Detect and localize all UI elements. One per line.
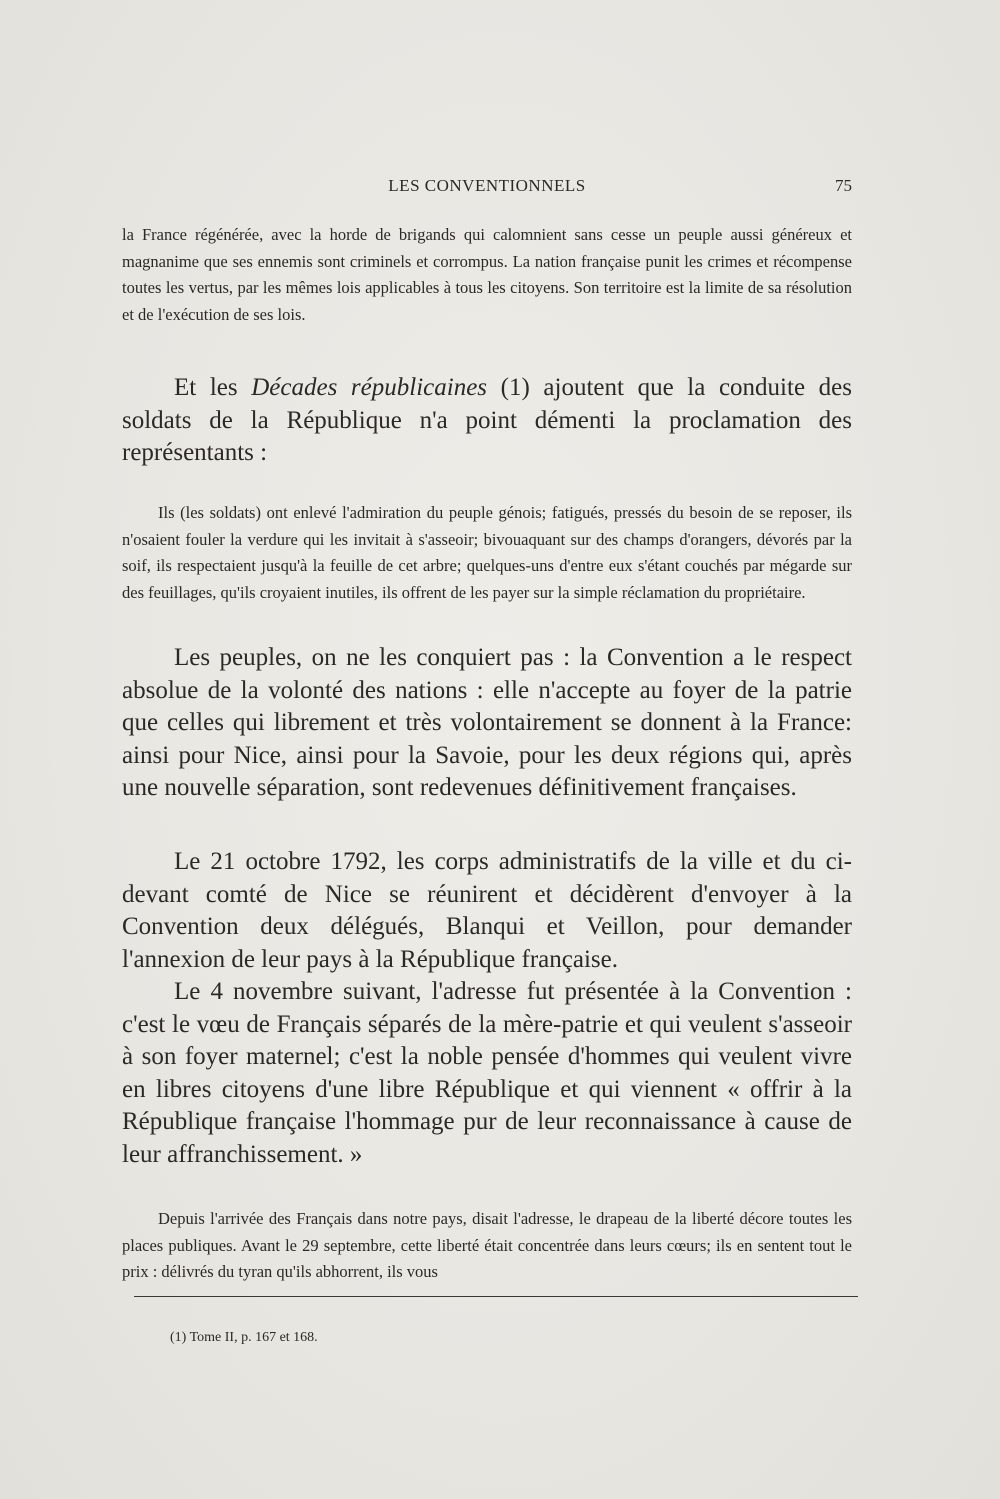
- quote-block-3: [122, 1206, 852, 1286]
- quote-block-1: [122, 222, 852, 328]
- footnote: (1) Tome II, p. 167 et 168.: [170, 1330, 318, 1345]
- page-header: [122, 176, 852, 200]
- paragraph-3-text: Le 21 octobre 1792, les corps administratifs de la ville et du ci-devant comté de Nice se réunirent et décidèrent d'envoyer à la Convention deux délégués, Blanqui et Veillon, pour demander l'annexion de leur pays à la République française.: [122, 848, 852, 973]
- paragraph-1-lead: Et les: [174, 374, 252, 401]
- paragraph-1-rest: (1) ajoutent que la conduite des soldats de la République n'a point démenti la proclamation des représentants :: [122, 374, 852, 466]
- quote-block-2: [122, 500, 852, 606]
- quote-text-1: la France régénérée, avec la horde de brigands qui calomnient sans cesse un peuple aussi généreux et magnanime que ses ennemis sont criminels et corrompus. La nation française punit les crimes et récompense toutes les vertus, par les mêmes lois applicables à tous les citoyens. Son territoire est la limite de sa résolution et de l'exécution de ses lois.: [122, 225, 852, 324]
- paragraph-2: [122, 642, 852, 805]
- running-title: LES CONVENTIONNELS: [388, 176, 586, 195]
- quote-text-3: Depuis l'arrivée des Français dans notre pays, disait l'adresse, le drapeau de la liberté décore toutes les places publiques. Avant le 29 septembre, cette liberté était concentrée dans leurs cœurs; ils en sentent tout le prix : délivrés du tyran qu'ils abhorrent, ils vous: [122, 1209, 852, 1281]
- paragraph-2-text: Les peuples, on ne les conquiert pas : la Convention a le respect absolue de la volonté des nations : elle n'accepte au foyer de la patrie que celles qui librement et très volontairement se donnent à la France: ainsi pour Nice, ainsi pour la Savoie, pour les deux régions qui, après une nouvelle séparation, sont redevenues définitivement françaises.: [122, 644, 852, 801]
- paragraph-4: [122, 976, 852, 1171]
- page-number: 75: [835, 176, 852, 195]
- paragraph-1-text: [122, 372, 852, 470]
- quote-text-2: Ils (les soldats) ont enlevé l'admiration du peuple génois; fatigués, pressés du besoin de se reposer, ils n'osaient fouler la verdure qui les invitait à s'asseoir; bivouaquant sur des champs d'orangers, dévorés par la soif, ils respectaient jusqu'à la feuille de cet arbre; quelques-uns d'entre eux s'étant couchés par mégarde sur des feuillages, qu'ils croyaient inutiles, ils offrent de les payer sur la simple réclamation du propriétaire.: [122, 503, 852, 602]
- paragraph-3: [122, 846, 852, 976]
- paragraph-4-text: Le 4 novembre suivant, l'adresse fut présentée à la Convention : c'est le vœu de Français séparés de la mère-patrie et qui veulent s'asseoir à son foyer maternel; c'est la noble pensée d'hommes qui veulent vivre en libres citoyens d'une libre République et qui viennent « offrir à la République française l'hommage pur de leur reconnaissance à cause de leur affranchissement. »: [122, 978, 852, 1168]
- footnote-rule: [134, 1296, 858, 1297]
- paragraph-1: [122, 372, 852, 470]
- work-title: Décades républicaines: [251, 374, 488, 401]
